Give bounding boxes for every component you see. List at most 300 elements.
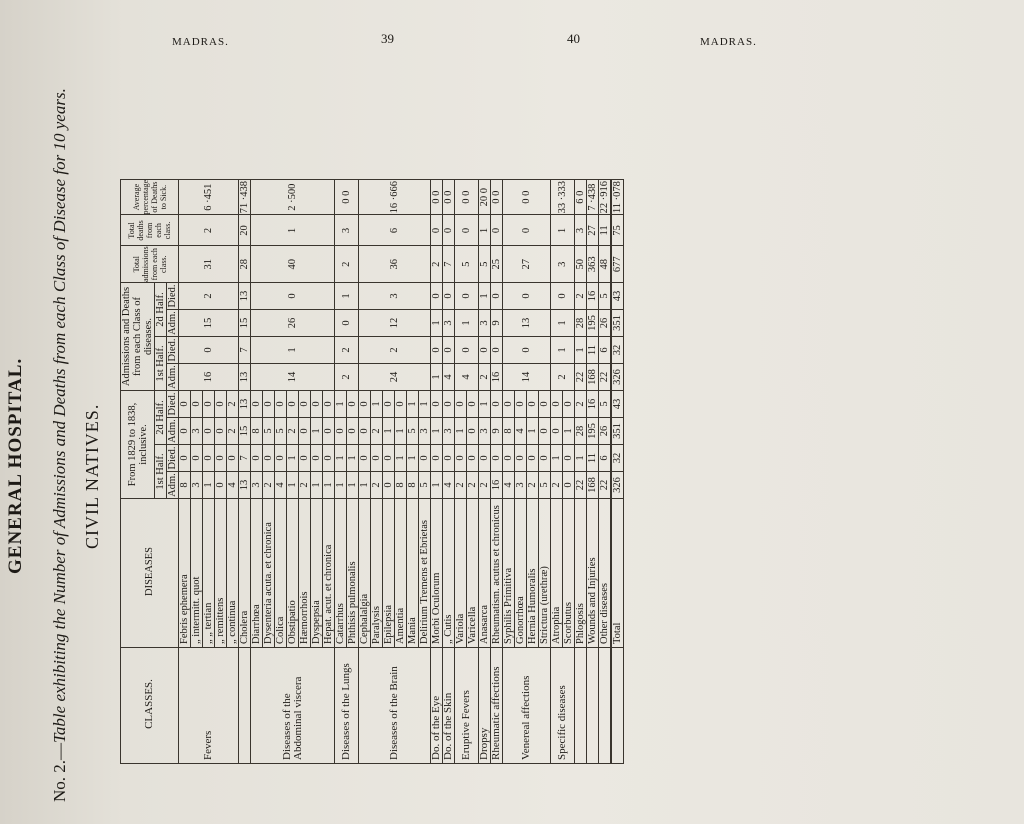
total-deaths-cell: 3 bbox=[335, 215, 359, 246]
total-a1-cell: 326 bbox=[611, 472, 624, 499]
disease-cell: Mania bbox=[407, 499, 419, 648]
table-number: No. 2.— bbox=[50, 742, 69, 802]
header-died: Died. bbox=[167, 284, 178, 308]
class-died-first-half-cell: 0 bbox=[491, 337, 503, 364]
died-second-half-cell: 0 bbox=[443, 391, 455, 418]
disease-cell: Morbi Oculorum bbox=[431, 499, 443, 648]
died-first-half-cell: 0 bbox=[323, 445, 335, 472]
class-died-second-half-cell: 0 bbox=[503, 283, 551, 310]
class-adm-second-half-cell: 9 bbox=[491, 310, 503, 337]
class-adm-first-half-cell: 4 bbox=[455, 364, 479, 391]
disease-cell: „ continua bbox=[227, 499, 239, 648]
disease-cell: Varicella bbox=[467, 499, 479, 648]
total-row bbox=[611, 179, 624, 763]
adm-first-half-cell: 22 bbox=[599, 472, 612, 499]
died-second-half-cell: 0 bbox=[455, 391, 467, 418]
total-deaths-cell: 27 bbox=[587, 215, 599, 246]
adm-second-half-cell: 2 bbox=[227, 418, 239, 445]
class-cell: Rheumatic affections bbox=[491, 648, 503, 764]
adm-first-half-cell: 4 bbox=[503, 472, 515, 499]
disease-cell: Cephalalgia bbox=[359, 499, 371, 648]
died-first-half-cell: 0 bbox=[563, 445, 575, 472]
avg-pct-cell: 71 ·438 bbox=[239, 180, 250, 214]
header-avg-pct: Average percentage of Deaths to Sick. bbox=[121, 179, 179, 215]
disease-cell: Other diseases bbox=[599, 499, 612, 648]
table-row bbox=[503, 179, 515, 763]
died-second-half-cell: 2 bbox=[227, 391, 239, 418]
class-adm-first-half-cell: 2 bbox=[479, 364, 491, 391]
avg-pct-cell: 0 0 bbox=[503, 179, 551, 215]
died-first-half-cell: 0 bbox=[479, 445, 491, 472]
adm-second-half-cell: 1 bbox=[311, 418, 323, 445]
adm-second-half-cell: 4 bbox=[515, 418, 527, 445]
total-adm-cell: 2 bbox=[431, 246, 443, 283]
adm-first-half-cell: 1 bbox=[287, 472, 299, 499]
died-second-half-cell: 0 bbox=[263, 391, 275, 418]
table-row bbox=[179, 179, 191, 763]
adm-second-half-cell: 2 bbox=[371, 418, 383, 445]
total-adm-cell: 3 bbox=[551, 246, 575, 283]
header-died: Died. bbox=[167, 392, 178, 416]
header-died: Died. bbox=[167, 338, 178, 362]
died-first-half-cell: 0 bbox=[203, 445, 215, 472]
class-died-first-half-cell: 6 bbox=[599, 337, 612, 364]
total-ta-cell: 677 bbox=[611, 246, 624, 283]
avg-pct-cell: 20 0 bbox=[479, 179, 491, 215]
adm-second-half-cell: 0 bbox=[323, 418, 335, 445]
page-number-right: 40 bbox=[567, 31, 580, 46]
died-first-half-cell: 0 bbox=[263, 445, 275, 472]
died-first-half-cell: 0 bbox=[191, 445, 203, 472]
class-died-second-half-cell: 0 bbox=[455, 283, 479, 310]
died-first-half-cell: 1 bbox=[347, 445, 359, 472]
total-deaths-cell: 3 bbox=[575, 215, 587, 246]
adm-first-half-cell: 5 bbox=[539, 472, 551, 499]
section-title: CIVIL NATIVES. bbox=[82, 403, 102, 549]
class-died-first-half-cell: 0 bbox=[443, 337, 455, 364]
died-second-half-cell: 0 bbox=[347, 391, 359, 418]
header-b-second-half: 2d Half. bbox=[155, 283, 167, 337]
died-second-half-cell: 0 bbox=[299, 391, 311, 418]
disease-cell: Atrophia bbox=[551, 499, 563, 648]
adm-first-half-cell: 3 bbox=[515, 472, 527, 499]
total-td-cell: 75 bbox=[611, 215, 624, 246]
died-second-half-cell: 0 bbox=[323, 391, 335, 418]
adm-first-half-cell: 2 bbox=[455, 472, 467, 499]
adm-second-half-cell: 15 bbox=[239, 418, 251, 445]
table-body bbox=[179, 179, 624, 763]
class-died-second-half-cell: 0 bbox=[431, 283, 443, 310]
class-adm-second-half-cell: 195 bbox=[587, 310, 599, 337]
class-died-first-half-cell: 1 bbox=[251, 337, 335, 364]
adm-first-half-cell: 1 bbox=[335, 472, 347, 499]
adm-second-half-cell: 1 bbox=[455, 418, 467, 445]
died-second-half-cell: 0 bbox=[515, 391, 527, 418]
adm-first-half-cell: 3 bbox=[251, 472, 263, 499]
adm-second-half-cell: 195 bbox=[587, 418, 599, 445]
died-second-half-cell: 0 bbox=[527, 391, 539, 418]
died-second-half-cell: 0 bbox=[395, 391, 407, 418]
total-adm-cell: 36 bbox=[359, 246, 431, 283]
died-first-half-cell: 0 bbox=[503, 445, 515, 472]
total-adm-cell: 28 bbox=[239, 246, 251, 283]
adm-second-half-cell: 0 bbox=[299, 418, 311, 445]
died-second-half-cell: 0 bbox=[491, 391, 503, 418]
adm-first-half-cell: 4 bbox=[227, 472, 239, 499]
avg-pct-cell: 16 ·666 bbox=[359, 179, 431, 215]
died-first-half-cell: 0 bbox=[179, 445, 191, 472]
total-sd1-cell: 32 bbox=[611, 337, 624, 364]
table-row bbox=[551, 179, 563, 763]
died-second-half-cell: 0 bbox=[539, 391, 551, 418]
class-adm-first-half-cell: 24 bbox=[359, 364, 431, 391]
died-first-half-cell: 0 bbox=[443, 445, 455, 472]
class-died-second-half-cell: 5 bbox=[599, 283, 612, 310]
died-second-half-cell: 16 bbox=[587, 391, 599, 418]
total-a2-cell: 351 bbox=[611, 418, 624, 445]
class-adm-second-half-cell: 26 bbox=[251, 310, 335, 337]
table-row bbox=[239, 179, 251, 763]
adm-second-half-cell: 0 bbox=[347, 418, 359, 445]
adm-first-half-cell: 16 bbox=[491, 472, 503, 499]
class-adm-first-half-cell: 1 bbox=[431, 364, 443, 391]
disease-cell: Obstipatio bbox=[287, 499, 299, 648]
running-head-left: MADRAS. bbox=[172, 36, 229, 48]
died-second-half-cell: 0 bbox=[215, 391, 227, 418]
total-deaths-cell: 1 bbox=[551, 215, 575, 246]
running-head-right: MADRAS. bbox=[700, 36, 757, 48]
adm-second-half-cell: 1 bbox=[563, 418, 575, 445]
avg-pct-cell: 22 ·916 bbox=[599, 180, 610, 214]
disease-cell: „ Cutis bbox=[443, 499, 455, 648]
total-deaths-cell: 0 bbox=[455, 215, 479, 246]
died-first-half-cell: 1 bbox=[335, 445, 347, 472]
disease-cell: Dysenteria acuta. et chronica bbox=[263, 499, 275, 648]
table-row bbox=[599, 179, 612, 763]
class-died-second-half-cell: 13 bbox=[239, 283, 251, 310]
died-second-half-cell: 0 bbox=[179, 391, 191, 418]
class-adm-first-half-cell: 22 bbox=[599, 364, 612, 391]
disease-cell: Anasarca bbox=[479, 499, 491, 648]
class-died-first-half-cell: 0 bbox=[503, 337, 551, 364]
died-second-half-cell: 1 bbox=[479, 391, 491, 418]
class-died-first-half-cell: 0 bbox=[479, 337, 491, 364]
adm-second-half-cell: 0 bbox=[359, 418, 371, 445]
class-adm-first-half-cell: 16 bbox=[179, 364, 239, 391]
total-label: Total bbox=[611, 499, 624, 648]
total-d1-cell: 32 bbox=[611, 445, 624, 472]
class-cell: Diseases of the Brain bbox=[359, 648, 431, 764]
disease-cell: Amentia bbox=[395, 499, 407, 648]
disease-cell: Wounds and Injuries bbox=[587, 499, 599, 648]
adm-second-half-cell: 0 bbox=[335, 418, 347, 445]
class-cell: Do. of the Eye bbox=[431, 648, 443, 764]
adm-second-half-cell: 0 bbox=[539, 418, 551, 445]
died-first-half-cell: 7 bbox=[239, 445, 251, 472]
disease-cell: Diarrhœa bbox=[251, 499, 263, 648]
died-second-half-cell: 0 bbox=[311, 391, 323, 418]
died-second-half-cell: 2 bbox=[575, 391, 587, 418]
class-died-second-half-cell: 0 bbox=[491, 283, 503, 310]
died-first-half-cell: 0 bbox=[383, 445, 395, 472]
adm-first-half-cell: 8 bbox=[395, 472, 407, 499]
class-died-second-half-cell: 1 bbox=[479, 283, 491, 310]
class-cell: Diseases of the Lungs bbox=[335, 648, 359, 764]
adm-second-half-cell: 0 bbox=[203, 418, 215, 445]
class-cell bbox=[239, 648, 251, 764]
adm-second-half-cell: 5 bbox=[275, 418, 287, 445]
table-row bbox=[335, 179, 347, 763]
class-adm-second-half-cell: 3 bbox=[479, 310, 491, 337]
adm-second-half-cell: 0 bbox=[179, 418, 191, 445]
avg-pct-cell: 0 0 bbox=[443, 179, 455, 215]
total-adm-cell: 48 bbox=[599, 246, 612, 283]
class-died-first-half-cell: 2 bbox=[335, 337, 359, 364]
total-deaths-cell: 1 bbox=[479, 215, 491, 246]
total-sd2-cell: 43 bbox=[611, 283, 624, 310]
adm-second-half-cell: 3 bbox=[479, 418, 491, 445]
class-cell: Venereal affections bbox=[503, 648, 551, 764]
died-second-half-cell: 13 bbox=[239, 391, 251, 418]
died-second-half-cell: 1 bbox=[371, 391, 383, 418]
total-deaths-cell: 20 bbox=[239, 215, 251, 246]
class-died-first-half-cell: 0 bbox=[455, 337, 479, 364]
disease-cell: Variola bbox=[455, 499, 467, 648]
total-deaths-cell: 2 bbox=[179, 215, 239, 246]
class-adm-first-half-cell: 2 bbox=[335, 364, 359, 391]
adm-second-half-cell: 0 bbox=[215, 418, 227, 445]
died-first-half-cell: 1 bbox=[551, 445, 563, 472]
total-sa2-cell: 351 bbox=[611, 310, 624, 337]
adm-second-half-cell: 0 bbox=[551, 418, 563, 445]
class-adm-first-half-cell: 16 bbox=[491, 364, 503, 391]
adm-second-half-cell: 9 bbox=[491, 418, 503, 445]
class-cell: Fevers bbox=[179, 648, 239, 764]
died-second-half-cell: 1 bbox=[419, 391, 431, 418]
header-adm: Adm. bbox=[167, 419, 178, 443]
disease-cell: „ remittens bbox=[215, 499, 227, 648]
class-cell: Do. of the Skin bbox=[443, 648, 455, 764]
adm-second-half-cell: 1 bbox=[431, 418, 443, 445]
table-row bbox=[479, 179, 491, 763]
adm-first-half-cell: 2 bbox=[479, 472, 491, 499]
died-first-half-cell: 0 bbox=[299, 445, 311, 472]
page-number-left: 39 bbox=[381, 31, 394, 46]
total-deaths-cell: 6 bbox=[359, 215, 431, 246]
disease-cell: Gonorrhœa bbox=[515, 499, 527, 648]
disease-cell: Delirium Tremens et Ebrietas bbox=[419, 499, 431, 648]
disease-cell: Catarrhus bbox=[335, 499, 347, 648]
adm-first-half-cell: 2 bbox=[299, 472, 311, 499]
died-first-half-cell: 0 bbox=[371, 445, 383, 472]
class-adm-second-half-cell: 3 bbox=[443, 310, 455, 337]
died-first-half-cell: 0 bbox=[539, 445, 551, 472]
disease-cell: Scorbutus bbox=[563, 499, 575, 648]
class-cell: Diseases of the Abdominal viscera bbox=[251, 648, 335, 764]
table-row bbox=[575, 179, 587, 763]
adm-second-half-cell: 1 bbox=[383, 418, 395, 445]
table-caption bbox=[50, 88, 70, 802]
total-deaths-cell: 0 bbox=[431, 215, 443, 246]
header-total-adm: Total admissions from each class. bbox=[121, 246, 179, 283]
died-first-half-cell: 0 bbox=[455, 445, 467, 472]
table-row bbox=[491, 179, 503, 763]
avg-pct-cell: 0 0 bbox=[335, 179, 359, 215]
class-adm-first-half-cell: 4 bbox=[443, 364, 455, 391]
total-adm-cell: 50 bbox=[575, 246, 587, 283]
class-cell bbox=[599, 648, 612, 764]
class-adm-second-half-cell: 15 bbox=[179, 310, 239, 337]
class-adm-first-half-cell: 13 bbox=[239, 364, 251, 391]
died-first-half-cell: 1 bbox=[407, 445, 419, 472]
adm-second-half-cell: 3 bbox=[443, 418, 455, 445]
class-cell: Dropsy bbox=[479, 648, 491, 764]
class-adm-second-half-cell: 1 bbox=[431, 310, 443, 337]
disease-cell: Hæmorrhois bbox=[299, 499, 311, 648]
disease-cell: Syphilis Primitiva bbox=[503, 499, 515, 648]
class-died-second-half-cell: 2 bbox=[179, 283, 239, 310]
disease-cell: Cholera bbox=[239, 499, 251, 648]
table-head bbox=[121, 179, 179, 763]
disease-cell: Strictura (urethræ) bbox=[539, 499, 551, 648]
table-row bbox=[431, 179, 443, 763]
class-adm-second-half-cell: 1 bbox=[551, 310, 575, 337]
adm-first-half-cell: 1 bbox=[311, 472, 323, 499]
died-second-half-cell: 0 bbox=[563, 391, 575, 418]
total-deaths-cell: 0 bbox=[443, 215, 455, 246]
avg-pct-cell: 33 ·333 bbox=[551, 179, 575, 215]
total-adm-cell: 5 bbox=[479, 246, 491, 283]
adm-first-half-cell: 1 bbox=[431, 472, 443, 499]
died-second-half-cell: 0 bbox=[467, 391, 479, 418]
header-b-first-half: 1st Half. bbox=[155, 337, 167, 391]
class-died-second-half-cell: 0 bbox=[443, 283, 455, 310]
total-deaths-cell: 11 bbox=[599, 215, 612, 246]
header-classes: CLASSES. bbox=[121, 648, 179, 764]
class-died-second-half-cell: 3 bbox=[359, 283, 431, 310]
died-first-half-cell: 0 bbox=[527, 445, 539, 472]
class-died-first-half-cell: 2 bbox=[359, 337, 431, 364]
class-adm-second-half-cell: 0 bbox=[335, 310, 359, 337]
table-row bbox=[443, 179, 455, 763]
class-cell bbox=[611, 648, 624, 764]
class-adm-first-half-cell: 14 bbox=[251, 364, 335, 391]
adm-first-half-cell: 3 bbox=[191, 472, 203, 499]
died-first-half-cell: 1 bbox=[287, 445, 299, 472]
table-row bbox=[455, 179, 467, 763]
adm-first-half-cell: 8 bbox=[407, 472, 419, 499]
adm-first-half-cell: 0 bbox=[215, 472, 227, 499]
died-first-half-cell: 0 bbox=[227, 445, 239, 472]
avg-pct-cell: 7 ·438 bbox=[587, 179, 599, 215]
adm-first-half-cell: 1 bbox=[323, 472, 335, 499]
total-adm-cell: 40 bbox=[251, 246, 335, 283]
header-total-deaths: Total deaths from each class. bbox=[121, 215, 179, 246]
adm-second-half-cell: 5 bbox=[263, 418, 275, 445]
died-first-half-cell: 0 bbox=[491, 445, 503, 472]
class-cell bbox=[587, 648, 599, 764]
header-group-b: Admissions and Deaths from each Class of diseases. bbox=[121, 283, 155, 391]
adm-first-half-cell: 2 bbox=[371, 472, 383, 499]
header-row-1 bbox=[121, 179, 155, 763]
class-cell bbox=[575, 648, 587, 764]
class-died-second-half-cell: 0 bbox=[251, 283, 335, 310]
died-first-half-cell: 0 bbox=[359, 445, 371, 472]
died-second-half-cell: 0 bbox=[191, 391, 203, 418]
class-adm-first-half-cell: 2 bbox=[551, 364, 575, 391]
adm-second-half-cell: 26 bbox=[599, 418, 612, 445]
adm-first-half-cell: 1 bbox=[347, 472, 359, 499]
class-adm-second-half-cell: 26 bbox=[599, 310, 612, 337]
died-second-half-cell: 0 bbox=[551, 391, 563, 418]
adm-first-half-cell: 5 bbox=[419, 472, 431, 499]
class-died-second-half-cell: 16 bbox=[587, 283, 599, 310]
died-second-half-cell: 1 bbox=[335, 391, 347, 418]
disease-cell: Phlogosis bbox=[575, 499, 587, 648]
adm-second-half-cell: 8 bbox=[251, 418, 263, 445]
class-died-second-half-cell: 2 bbox=[575, 283, 587, 310]
adm-first-half-cell: 2 bbox=[551, 472, 563, 499]
total-deaths-cell: 0 bbox=[491, 215, 503, 246]
total-sa1-cell: 326 bbox=[611, 364, 624, 391]
total-adm-cell: 31 bbox=[179, 246, 239, 283]
class-adm-first-half-cell: 168 bbox=[587, 364, 599, 391]
disease-cell: Colica bbox=[275, 499, 287, 648]
avg-pct-cell: 0 0 bbox=[491, 179, 503, 215]
adm-second-half-cell: 1 bbox=[527, 418, 539, 445]
disease-cell: Hernia Humoralis bbox=[527, 499, 539, 648]
avg-pct-cell: 6 ·451 bbox=[179, 179, 239, 215]
adm-second-half-cell: 5 bbox=[407, 418, 419, 445]
died-second-half-cell: 0 bbox=[383, 391, 395, 418]
total-adm-cell: 363 bbox=[587, 246, 599, 283]
total-avg-cell: 11 ·078 bbox=[612, 181, 623, 214]
total-adm-cell: 27 bbox=[503, 246, 551, 283]
avg-pct-cell: 2 ·500 bbox=[251, 179, 335, 215]
class-cell: Specific diseases bbox=[551, 648, 575, 764]
total-adm-cell: 25 bbox=[491, 246, 503, 283]
disease-cell: Epilepsia bbox=[383, 499, 395, 648]
died-first-half-cell: 0 bbox=[215, 445, 227, 472]
table-caption-text: Table exhibiting the Number of Admissions and Deaths from each Class of Disease for 10 years. bbox=[50, 88, 69, 743]
class-died-first-half-cell: 7 bbox=[239, 337, 251, 364]
died-first-half-cell: 0 bbox=[419, 445, 431, 472]
died-second-half-cell: 0 bbox=[275, 391, 287, 418]
class-adm-first-half-cell: 14 bbox=[503, 364, 551, 391]
disease-cell: Hepat. acut. et chronica bbox=[323, 499, 335, 648]
adm-second-half-cell: 0 bbox=[467, 418, 479, 445]
avg-pct-cell: 0 0 bbox=[431, 179, 443, 215]
total-adm-cell: 5 bbox=[455, 246, 479, 283]
adm-second-half-cell: 28 bbox=[575, 418, 587, 445]
table-row bbox=[587, 179, 599, 763]
table-row bbox=[359, 179, 371, 763]
header-died: Died. bbox=[167, 446, 178, 470]
avg-pct-cell: 0 0 bbox=[455, 179, 479, 215]
avg-pct-cell: 6 0 bbox=[575, 179, 587, 215]
died-first-half-cell: 0 bbox=[515, 445, 527, 472]
adm-first-half-cell: 0 bbox=[563, 472, 575, 499]
died-first-half-cell: 0 bbox=[431, 445, 443, 472]
died-first-half-cell: 1 bbox=[575, 445, 587, 472]
died-second-half-cell: 0 bbox=[431, 391, 443, 418]
table-row bbox=[251, 179, 263, 763]
died-first-half-cell: 0 bbox=[251, 445, 263, 472]
disease-cell: Phthisis pulmonalis bbox=[347, 499, 359, 648]
header-a-first-half: 1st Half. bbox=[155, 445, 167, 499]
died-second-half-cell: 1 bbox=[407, 391, 419, 418]
header-group-a: From 1829 to 1838, inclusive. bbox=[121, 391, 155, 499]
